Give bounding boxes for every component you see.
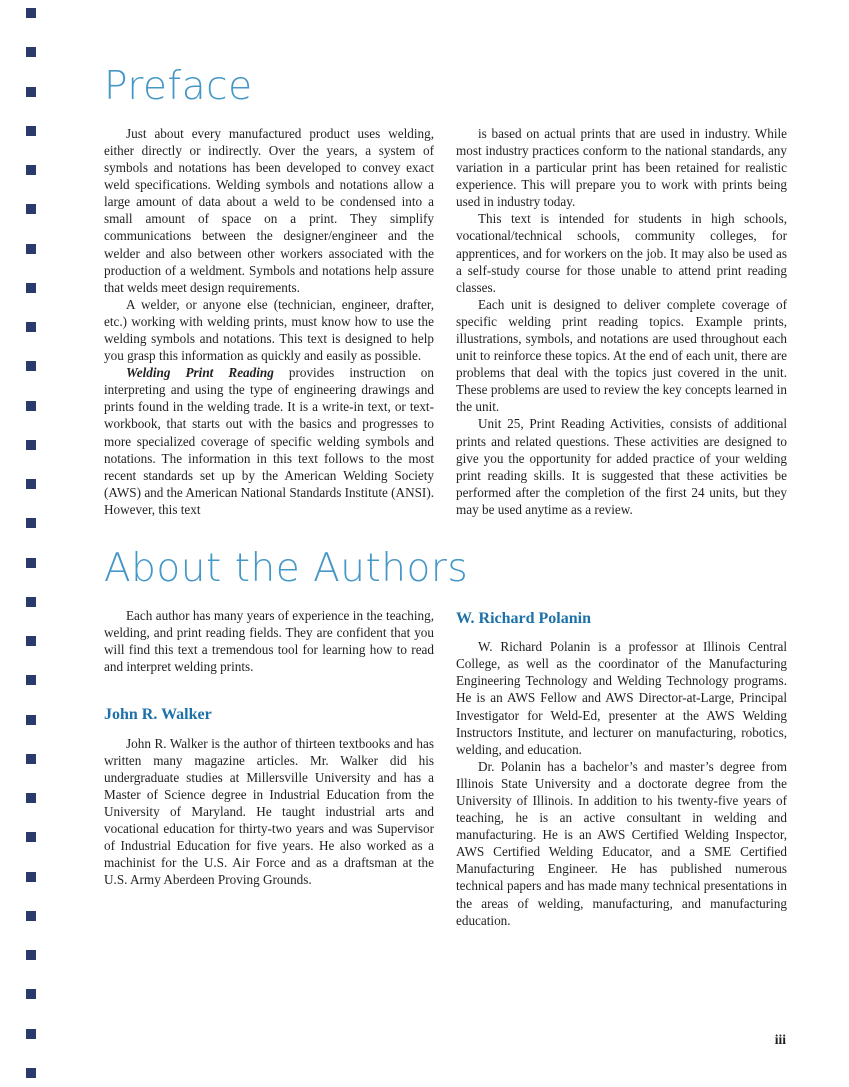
author-bio-paragraph: John R. Walker is the author of thirteen textbooks and has written many magazine articles. Mr. Walker did his undergraduate studies at Millersville University and has a Master of Science degree in Industrial Education from the University of Maryland. He taught industrial arts and vocational education for thirty-two years and was Supervisor of Industrial Education for five years. He also worked as a machinist for the U.S. Air Force and as a draftsman at the U.S. Army Aberdeen Proving Grounds. <box>104 735 434 888</box>
edge-square-icon <box>26 47 36 57</box>
paragraph: is based on actual prints that are used in industry. While most industry practices conform to the national standards, any variation in a particular print has been retained for realistic experience. This will prepare you to work with prints being used in industry today. <box>456 125 787 210</box>
about-intro-paragraph: Each author has many years of experience in the teaching, welding, and print reading fields. They are confident that you will find this text a tremendous tool for learning how to read and interpret welding prints. <box>104 607 434 675</box>
edge-square-icon <box>26 911 36 921</box>
paragraph: This text is intended for students in high schools, vocational/technical schools, community colleges, for apprentices, and for workers on the job. It may also be used as a self-study course for those unable to attend print reading classes. <box>456 211 787 295</box>
paragraph: Each unit is designed to deliver complete coverage of specific welding print reading topics. Example prints, illustrations, symbols, and notations are used throughout each unit to reinforce these topics. At the end of each unit, there are problems that deal with the topics just covered in the unit. These problems are used to review the key concepts learned in the unit. <box>456 296 787 415</box>
preface-right-column <box>456 125 787 518</box>
preface-left-column <box>104 125 434 518</box>
edge-square-icon <box>26 518 36 528</box>
edge-square-icon <box>26 204 36 214</box>
about-columns <box>104 607 787 929</box>
author-bio-paragraph: Dr. Polanin has a bachelor’s and master’s degree from Illinois State University and a doctorate degree from the University of Illinois. In addition to his twenty-five years of teaching, he is an active consultant in welding and manufacturing. He is an AWS Certified Welding Inspector, AWS Certified Welding Educator, and a SME Certified Manufacturing Engineer. He has published numerous technical papers and has made many technical presentations in the areas of welding, manufacturing, and manufacturing education. <box>456 758 787 928</box>
edge-square-icon <box>26 244 36 254</box>
edge-square-icon <box>26 675 36 685</box>
author-name-polanin: W. Richard Polanin <box>456 609 591 627</box>
edge-square-icon <box>26 636 36 646</box>
edge-square-icon <box>26 401 36 411</box>
edge-square-icon <box>26 989 36 999</box>
preface-title: Preface <box>104 64 253 109</box>
paragraph: Unit 25, Print Reading Activities, consists of additional prints and related questions. These activities are designed to give you the opportunity for added practice of your welding print reading skills. It is suggested that these activities be performed after the completion of the first 24 units, but they may be used anytime as a review. <box>456 416 787 517</box>
paragraph: A welder, or anyone else (technician, engineer, drafter, etc.) working with welding prints, must know how to use the welding symbols and notations. This text is designed to help you grasp this information as quickly and easily as possible. <box>104 296 434 364</box>
about-left-column <box>104 607 434 929</box>
edge-square-icon <box>26 283 36 293</box>
edge-square-icon <box>26 1029 36 1039</box>
edge-square-icon <box>26 361 36 371</box>
edge-square-icon <box>26 322 36 332</box>
edge-square-icon <box>26 87 36 97</box>
edge-square-icon <box>26 126 36 136</box>
author-name-walker: John R. Walker <box>104 706 212 724</box>
edge-square-icon <box>26 793 36 803</box>
preface-columns <box>104 125 787 518</box>
edge-square-icon <box>26 754 36 764</box>
paragraph-text: provides instruction on interpreting and using the type of engineering drawings and prints found in the welding trade. It is a write-in text, or text-workbook, that starts out with the basics and progresses to more specialized coverage of specific welding symbols and notations. The information in this text follows to the most recent standards set up by the American Welding Society (AWS) and the American National Standards Institute (ANSI). However, this text <box>104 365 435 517</box>
page-number: iii <box>774 1032 786 1047</box>
author-bio-paragraph: W. Richard Polanin is a professor at Illinois Central College, as well as the coordinator of the Manufacturing Engineering Technology and Welding Technology programs. He is an AWS Fellow and AWS Director-at-Large, Principal Investigator for Weld-Ed, presenter at the AWS Welding Instructors Institute, and lecturer on manufacturing, robotics, welding, and education. <box>456 639 787 757</box>
edge-square-icon <box>26 558 36 568</box>
paragraph: Just about every manufactured product uses welding, either directly or indirectly. Over the years, a system of symbols and notations has been developed to convey exact weld specifications. Welding symbols and notations allow a large amount of data about a weld to be condensed into a small amount of space on a print. They simplify communications between the designer/engineer and the welder and also between other workers associated with the production of a weldment. Symbols and notations help assure that welds meet design requirements. <box>104 125 434 295</box>
edge-square-icon <box>26 440 36 450</box>
edge-square-icon <box>26 1068 36 1078</box>
book-title-text: Welding Print Reading <box>126 365 274 381</box>
edge-square-icon <box>26 479 36 489</box>
paragraph <box>104 364 434 518</box>
about-the-authors-title: About the Authors <box>104 546 469 592</box>
edge-square-icon <box>26 165 36 175</box>
edge-square-icon <box>26 597 36 607</box>
edge-square-icon <box>26 872 36 882</box>
about-right-column <box>456 607 787 929</box>
edge-square-icon <box>26 832 36 842</box>
edge-squares <box>26 8 36 1078</box>
edge-square-icon <box>26 950 36 960</box>
edge-square-icon <box>26 8 36 18</box>
page-content <box>104 0 787 929</box>
edge-square-icon <box>26 715 36 725</box>
